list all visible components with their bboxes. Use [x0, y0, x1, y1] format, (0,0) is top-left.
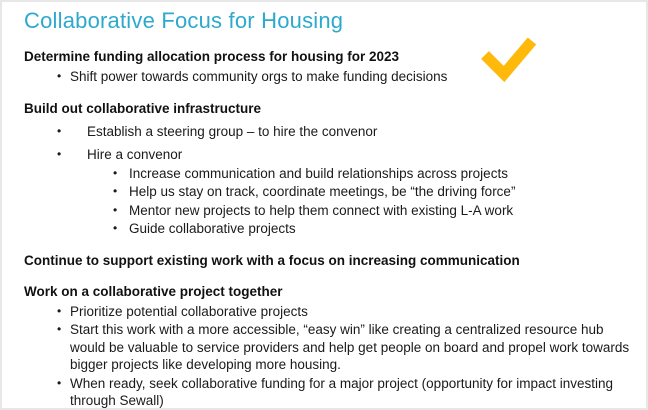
bullet-text: Start this work with a more accessible, “easy win” like creating a centralized resource hub would be valuable to service providers and help get people on board and propel work towards bigger projects like developing more housing. — [70, 322, 630, 373]
list-item — [57, 146, 638, 164]
bullet-icon: • — [57, 375, 62, 390]
list-item — [57, 321, 638, 374]
list-item — [113, 165, 638, 183]
section-heading: Build out collaborative infrastructure — [24, 100, 262, 116]
bullet-text: When ready, seek collaborative funding for a major project (opportunity for impact investing through Sewall) — [70, 375, 614, 409]
list-item — [113, 220, 638, 238]
section-heading: Work on a collaborative project together — [24, 283, 283, 299]
bullet-text: Establish a steering group – to hire the convenor — [87, 123, 378, 139]
list-item — [57, 303, 638, 321]
bullet-text: Guide collaborative projects — [129, 221, 296, 237]
bullet-text: Increase communication and build relationships across projects — [129, 165, 508, 181]
bullet-icon: • — [113, 221, 118, 236]
bullet-text: Shift power towards community orgs to make funding decisions — [70, 69, 448, 85]
bullet-icon: • — [57, 123, 62, 138]
list-item — [57, 68, 638, 86]
bullet-text: Help us stay on track, coordinate meetings, be “the driving force” — [129, 184, 516, 200]
bullet-icon: • — [57, 322, 62, 337]
section-heading: Determine funding allocation process for housing for 2023 — [24, 49, 400, 65]
bullet-icon: • — [57, 147, 62, 162]
checkmark-icon — [478, 36, 538, 86]
bullet-icon: • — [113, 165, 118, 180]
bullet-text: Prioritize potential collaborative projects — [70, 303, 308, 319]
section-collaborative-project — [24, 283, 638, 410]
list-item — [113, 183, 638, 201]
bullet-icon: • — [57, 303, 62, 318]
list-item — [57, 123, 638, 141]
list-item — [113, 202, 638, 220]
bullet-icon: • — [57, 69, 62, 84]
section-collaborative-infrastructure — [24, 100, 638, 238]
bullet-icon: • — [113, 184, 118, 199]
section-heading: Continue to support existing work with a focus on increasing communication — [24, 252, 520, 268]
section-support-existing-work — [24, 252, 638, 269]
section-funding-allocation — [24, 48, 638, 86]
list-item — [57, 375, 638, 410]
slide-content — [2, 2, 646, 408]
bullet-text: Mentor new projects to help them connect with existing L-A work — [129, 202, 514, 218]
bullet-icon: • — [113, 202, 118, 217]
bullet-text: Hire a convenor — [87, 147, 183, 163]
slide-title: Collaborative Focus for Housing — [24, 8, 344, 33]
